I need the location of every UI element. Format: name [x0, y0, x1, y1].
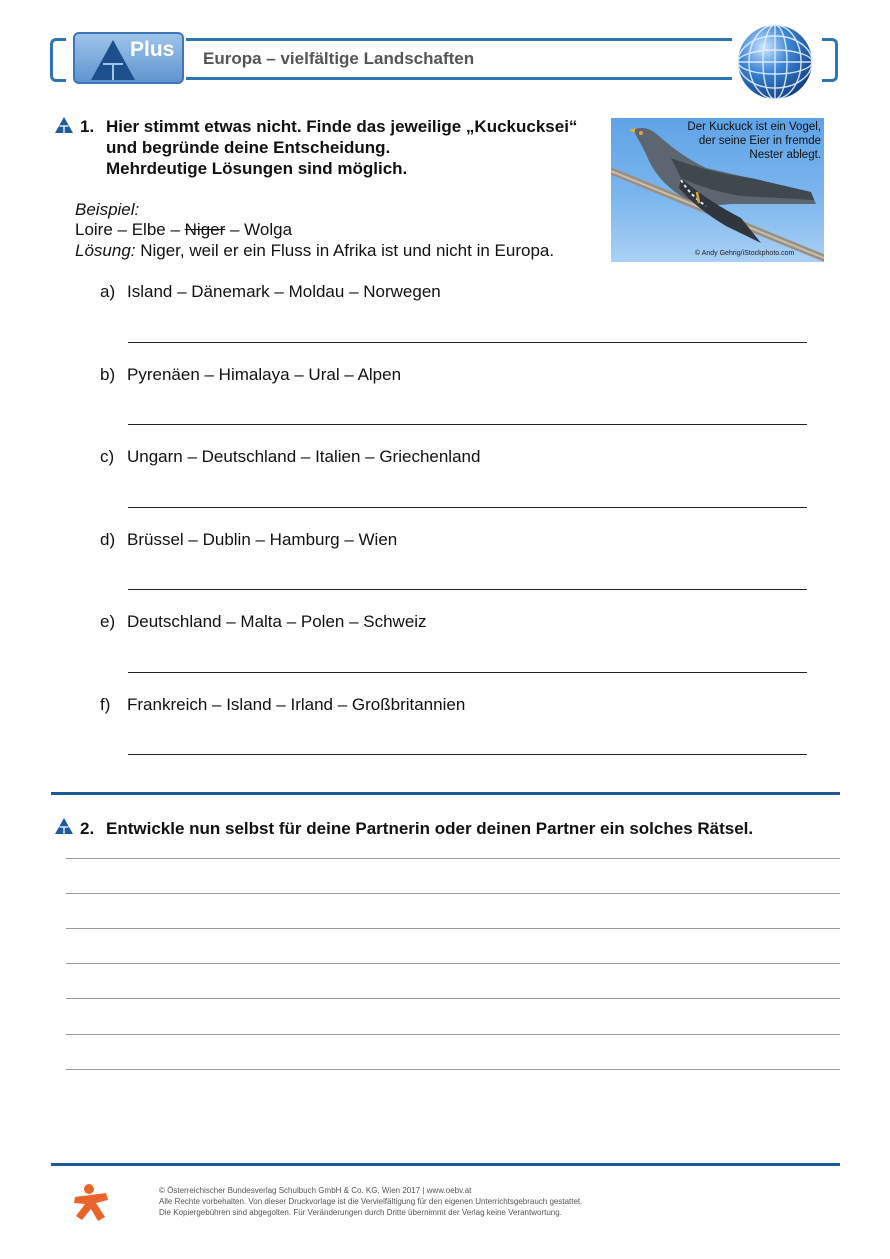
item-label: d): [100, 530, 116, 549]
list-item: [100, 365, 401, 385]
item-text: Brüssel – Dublin – Hamburg – Wien: [127, 530, 398, 549]
page-title: Europa – vielfältige Landschaften: [203, 49, 475, 68]
answer-line[interactable]: [128, 342, 807, 343]
solution-label: Lösung:: [75, 241, 136, 260]
example-part1: Loire – Elbe –: [75, 220, 185, 239]
item-label: e): [100, 612, 116, 631]
writing-line[interactable]: [66, 1034, 840, 1035]
footer-divider: [51, 1163, 840, 1166]
writing-line[interactable]: [66, 998, 840, 999]
item-label: b): [100, 365, 116, 384]
header-line-top: [186, 38, 732, 41]
footer-line3: Die Kopiergebühren sind abgegolten. Für Veränderungen durch Dritte übernimmt der Verlag keine Verantwortung.: [159, 1208, 562, 1217]
list-item: [100, 695, 465, 715]
photo-caption-line1: Der Kuckuck ist ein Vogel,: [687, 121, 821, 133]
plus-logo: [73, 32, 184, 84]
item-text: Frankreich – Island – Irland – Großbritannien: [127, 695, 466, 714]
photo-caption: [687, 120, 821, 162]
photo-caption-line3: Nester ablegt.: [749, 149, 821, 161]
writing-line[interactable]: [66, 963, 840, 964]
example-struck-word: Niger: [184, 220, 226, 239]
task-level-icon: [54, 116, 74, 134]
writing-line[interactable]: [66, 893, 840, 894]
answer-line[interactable]: [128, 507, 807, 508]
list-item: [100, 282, 441, 302]
header-bracket-right: [822, 38, 838, 82]
task1-instruction-line1: Hier stimmt etwas nicht. Finde das jeweilige „Kuckucksei“: [106, 117, 578, 136]
writing-line[interactable]: [66, 1069, 840, 1070]
task2-instruction: Entwickle nun selbst für deine Partnerin oder deinen Partner ein solches Rätsel.: [106, 819, 754, 838]
task1-number: 1.: [80, 117, 95, 136]
example-label: Beispiel:: [75, 200, 140, 219]
task1-instruction-line3: Mehrdeutige Lösungen sind möglich.: [106, 159, 408, 178]
footer-copyright: [159, 1185, 582, 1218]
item-text: Deutschland – Malta – Polen – Schweiz: [127, 612, 427, 631]
example-part2: – Wolga: [225, 220, 293, 239]
logo-label: Plus: [130, 38, 175, 61]
answer-line[interactable]: [128, 424, 807, 425]
example-solution: [75, 241, 554, 261]
footer-line1: © Österreichischer Bundesverlag Schulbuch GmbH & Co. KG, Wien 2017 | www.oebv.at: [159, 1186, 472, 1195]
item-text: Island – Dänemark – Moldau – Norwegen: [127, 282, 441, 301]
section-divider: [51, 792, 840, 795]
task2-number: 2.: [80, 819, 95, 838]
task-level-icon: [54, 817, 74, 835]
writing-line[interactable]: [66, 928, 840, 929]
list-item: [100, 612, 427, 632]
item-label: c): [100, 447, 115, 466]
item-text: Ungarn – Deutschland – Italien – Griechenland: [127, 447, 481, 466]
header-line-bottom: [186, 77, 732, 80]
item-label: f): [100, 695, 111, 714]
answer-line[interactable]: [128, 672, 807, 673]
footer-line2: Alle Rechte vorbehalten. Von dieser Druckvorlage ist die Vervielfältigung für den eigenen Unterrichtsgebrauch gestattet.: [159, 1197, 583, 1206]
solution-text: Niger, weil er ein Fluss in Afrika ist und nicht in Europa.: [135, 241, 555, 260]
example-sequence: [75, 220, 292, 240]
photo-caption-line2: der seine Eier in fremde: [698, 135, 821, 147]
cuckoo-photo: [611, 118, 824, 262]
list-item: [100, 447, 480, 467]
list-item: [100, 530, 397, 550]
answer-line[interactable]: [128, 589, 807, 590]
answer-line[interactable]: [128, 754, 807, 755]
globe-icon: [736, 23, 814, 101]
item-label: a): [100, 282, 116, 301]
task1-instruction-line2: und begründe deine Entscheidung.: [106, 138, 391, 157]
header-bracket-left: [50, 38, 66, 82]
photo-credit: © Andy Gehrig/iStockphoto.com: [695, 250, 795, 257]
publisher-logo-icon: [72, 1183, 112, 1223]
item-text: Pyrenäen – Himalaya – Ural – Alpen: [127, 365, 402, 384]
writing-line[interactable]: [66, 858, 840, 859]
